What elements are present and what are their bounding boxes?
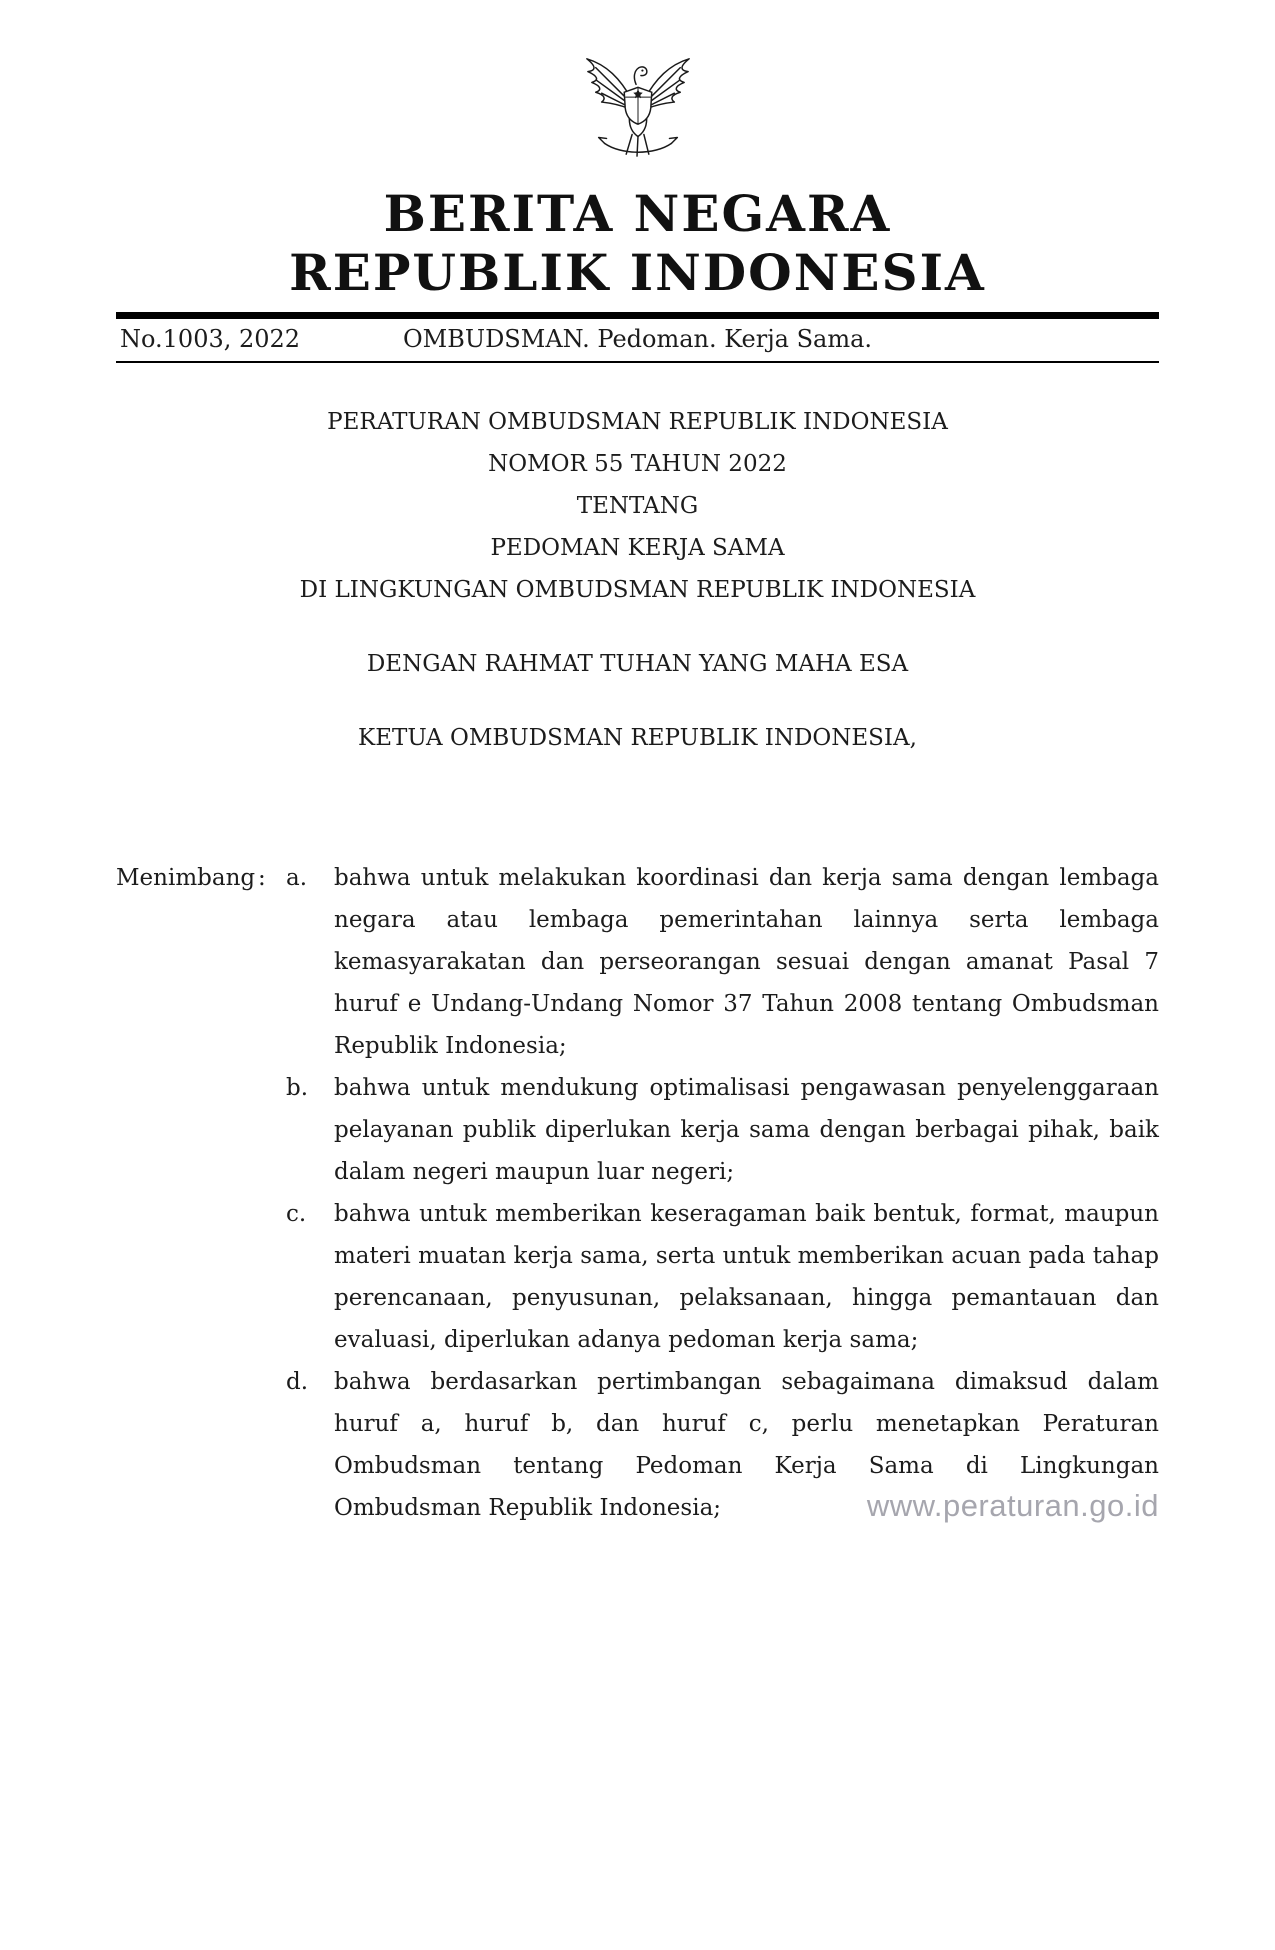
masthead-title-line2: REPUBLIK INDONESIA: [289, 243, 986, 302]
heading-line-tentang: TENTANG: [576, 493, 699, 519]
heading-line-number: NOMOR 55 TAHUN 2022: [488, 451, 787, 477]
garuda-pancasila-emblem-icon: [579, 42, 697, 170]
considering-colon: :: [258, 865, 266, 891]
issue-number: No.1003, 2022: [120, 325, 301, 353]
considering-block: [116, 857, 1159, 1529]
issue-subject: OMBUDSMAN. Pedoman. Kerja Sama.: [402, 325, 873, 353]
watermark-url: www.peraturan.go.id: [866, 1488, 1159, 1523]
item-text: bahwa berdasarkan pertimbangan sebagaimana dimaksud dalam huruf a, huruf b, dan huruf c, perlu menetapkan Peraturan Ombudsman tentang Pedoman Kerja Sama di Lingkungan Ombudsman Republik Indonesia;: [334, 1369, 1159, 1521]
considering-items: [286, 857, 1159, 1529]
item-text: bahwa untuk memberikan keseragaman baik bentuk, format, maupun materi muatan kerja sama, serta untuk memberikan acuan pada tahap perencanaan, penyusunan, pelaksanaan, hingga pemantauan dan evaluasi, diperlukan adanya pedoman kerja sama;: [334, 1201, 1159, 1353]
item-marker: c.: [286, 1201, 307, 1227]
considering-item-c: [286, 1193, 1159, 1361]
item-text: bahwa untuk melakukan koordinasi dan kerja sama dengan lembaga negara atau lembaga pemerintahan lainnya serta lembaga kemasyarakatan dan perseorangan sesuai dengan amanat Pasal 7 huruf e Undang-Undang Nomor 37 Tahun 2008 tentang Ombudsman Republik Indonesia;: [334, 865, 1159, 1059]
issue-row: [116, 319, 1159, 361]
thin-divider: [116, 361, 1159, 363]
authority-line: KETUA OMBUDSMAN REPUBLIK INDONESIA,: [358, 725, 917, 751]
considering-label: Menimbang: [116, 865, 256, 891]
heading-line-regulation: PERATURAN OMBUDSMAN REPUBLIK INDONESIA: [327, 409, 948, 435]
heading-line-scope: DI LINGKUNGAN OMBUDSMAN REPUBLIK INDONESIA: [299, 577, 976, 603]
item-marker: d.: [286, 1369, 309, 1395]
masthead-title: [116, 184, 1159, 302]
regulation-heading: [116, 401, 1159, 759]
item-text: bahwa untuk mendukung optimalisasi pengawasan penyelenggaraan pelayanan publik diperlukan kerja sama dengan berbagai pihak, baik dalam negeri maupun luar negeri;: [334, 1075, 1159, 1185]
considering-item-b: [286, 1067, 1159, 1193]
considering-item-a: [286, 857, 1159, 1067]
thick-divider: [116, 312, 1159, 319]
masthead-title-line1: BERITA NEGARA: [383, 184, 892, 243]
item-marker: b.: [286, 1075, 309, 1101]
item-marker: a.: [286, 865, 308, 891]
emblem-container: [116, 42, 1159, 174]
heading-line-subject: PEDOMAN KERJA SAMA: [490, 535, 785, 561]
invocation-line: DENGAN RAHMAT TUHAN YANG MAHA ESA: [366, 651, 909, 677]
